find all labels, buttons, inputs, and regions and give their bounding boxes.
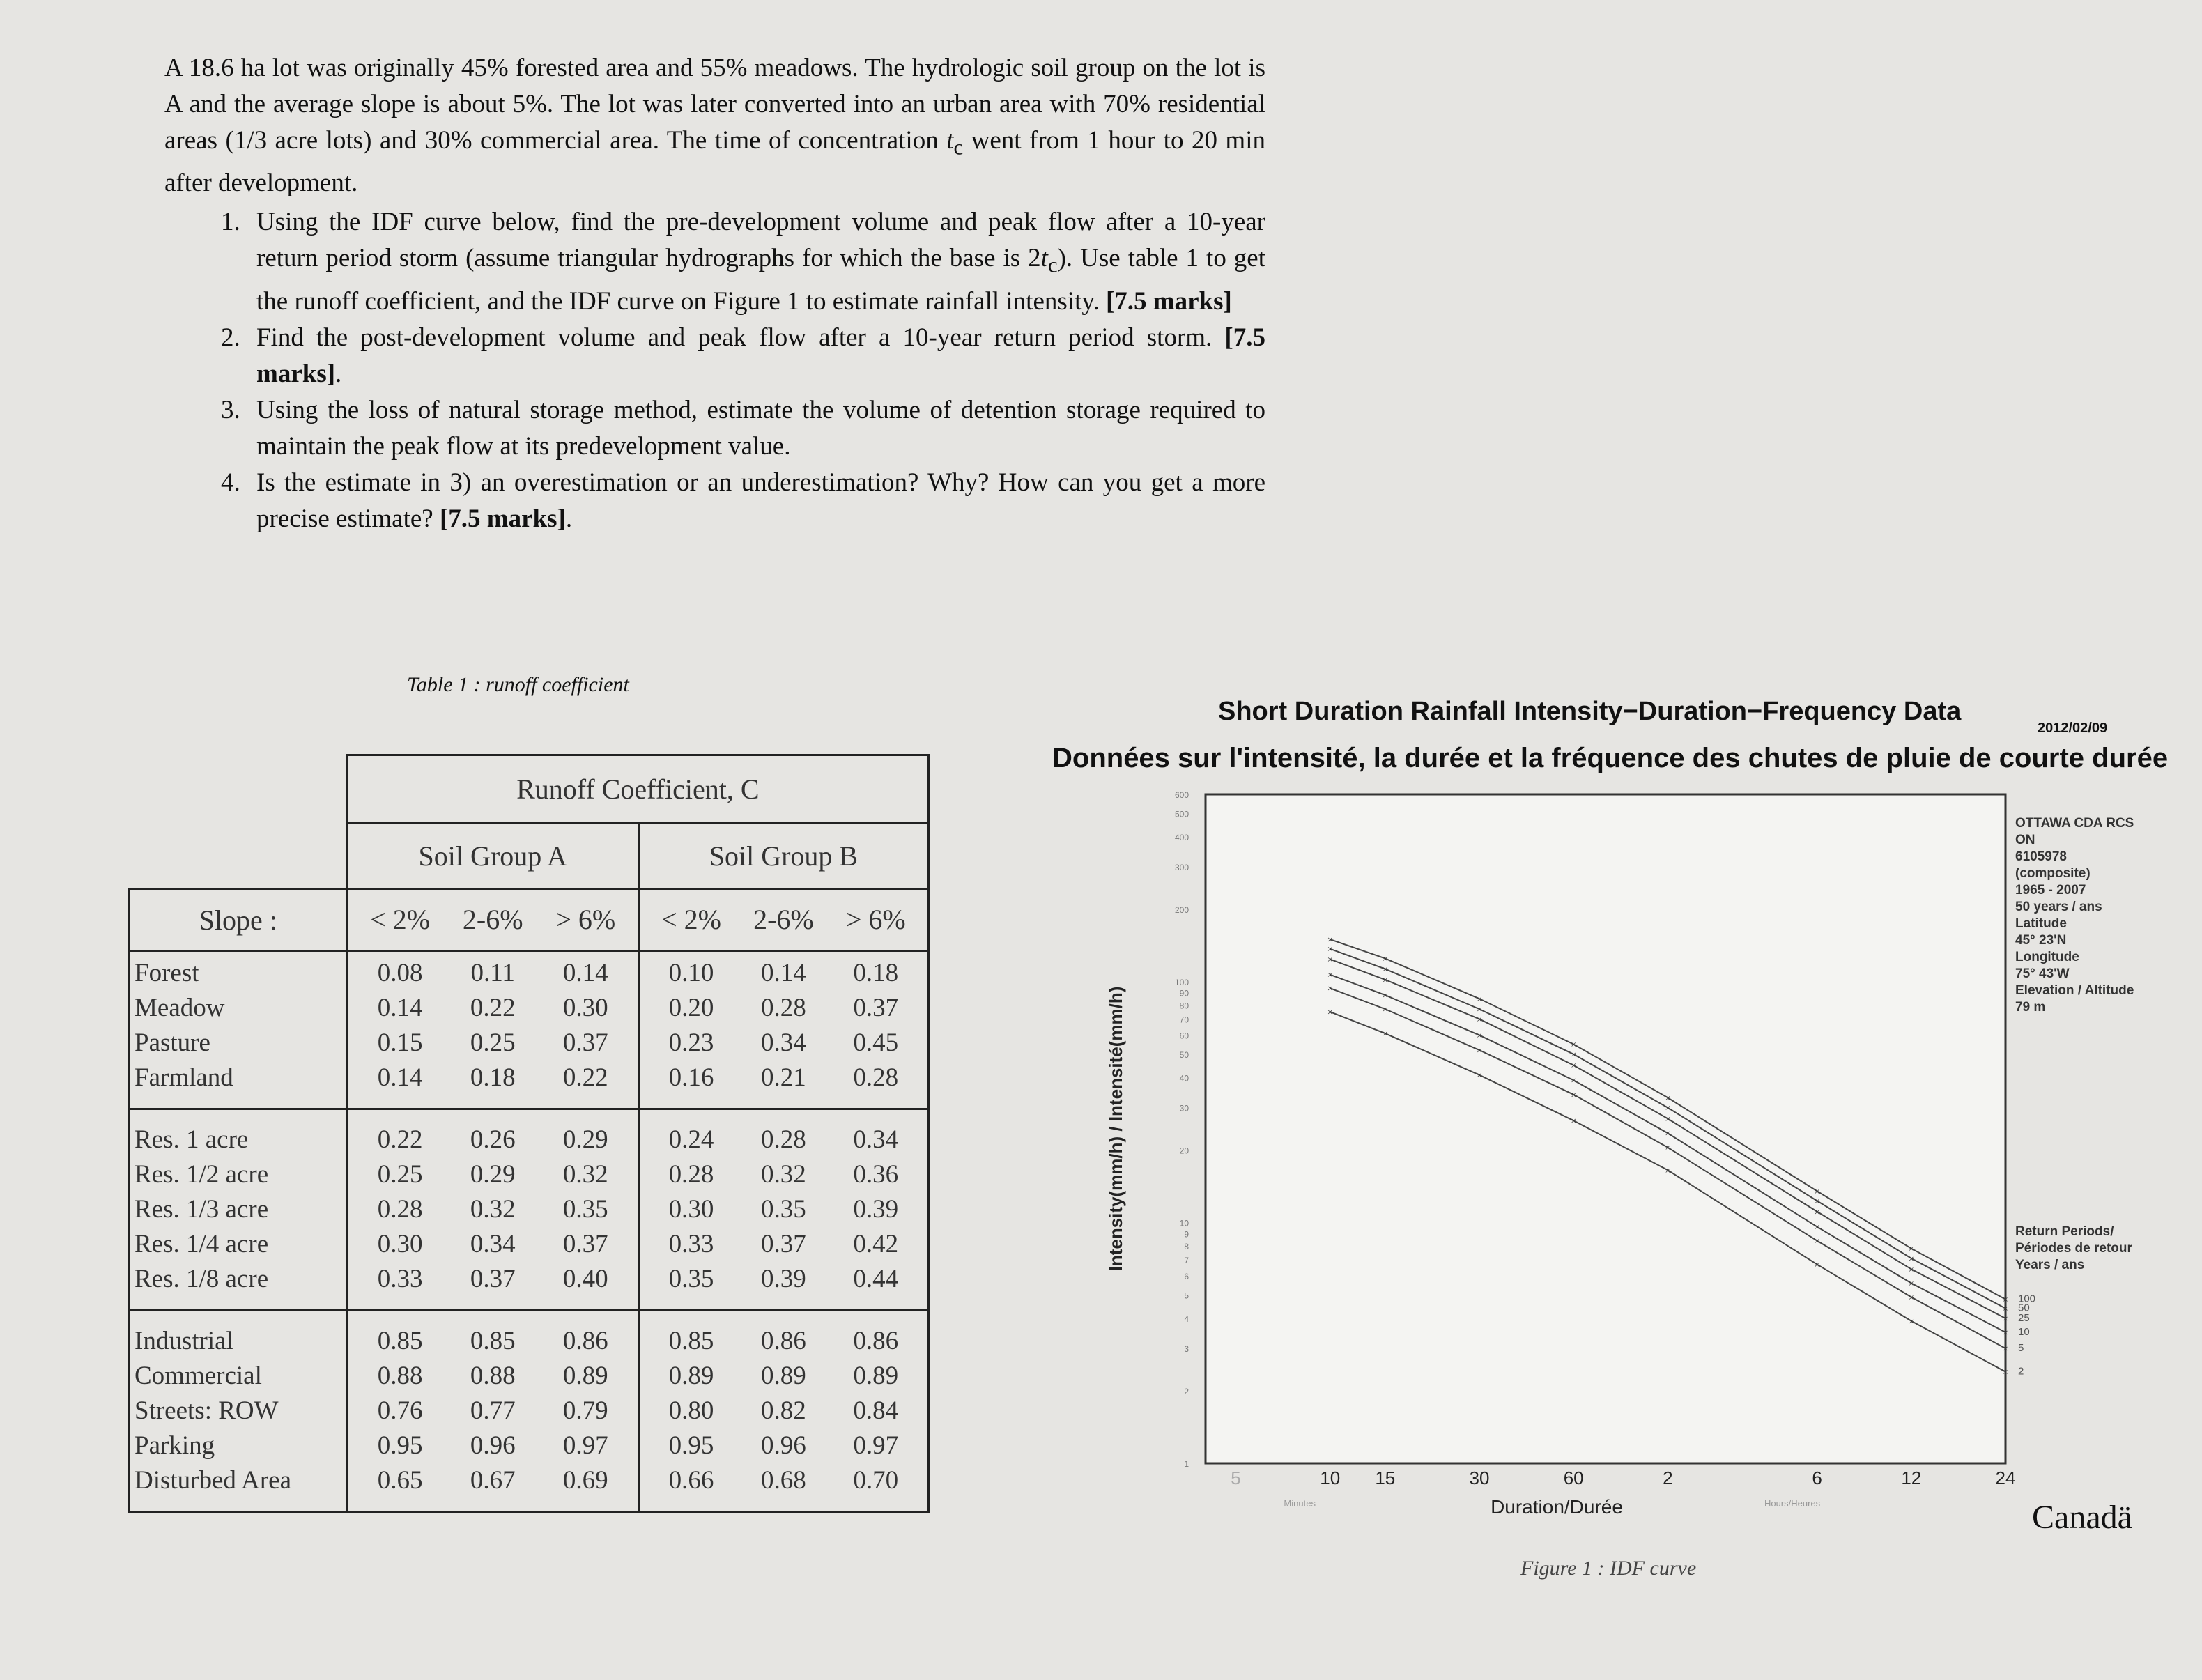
coefficient-value: 0.88 bbox=[377, 1362, 423, 1390]
coefficient-value: 0.35 bbox=[668, 1265, 714, 1293]
coefficient-value: 0.29 bbox=[562, 1125, 608, 1154]
y-tick-label: 10 bbox=[1179, 1218, 1189, 1228]
land-use-label: Commercial bbox=[134, 1362, 262, 1390]
coefficient-value: 0.30 bbox=[668, 1195, 714, 1224]
series-label: 2 bbox=[2018, 1365, 2024, 1378]
land-use-names bbox=[130, 1311, 348, 1512]
canada-wordmark: Canadä bbox=[2032, 1499, 2132, 1536]
coefficient-value: 0.79 bbox=[562, 1396, 608, 1425]
y-tick-label: 500 bbox=[1174, 809, 1189, 819]
coefficient-value: 0.28 bbox=[668, 1160, 714, 1189]
data-point: × bbox=[1382, 964, 1388, 976]
y-tick-label: 100 bbox=[1174, 977, 1189, 987]
coefficient-value: 0.30 bbox=[377, 1230, 423, 1258]
coefficient-value: 0.28 bbox=[761, 1125, 806, 1154]
coefficient-value: 0.25 bbox=[377, 1160, 423, 1189]
series-label: 25 bbox=[2018, 1311, 2030, 1324]
coefficient-row-a bbox=[353, 1324, 633, 1359]
data-point: × bbox=[1908, 1279, 1914, 1290]
data-point: × bbox=[1665, 1093, 1671, 1104]
coefficient-row-b bbox=[644, 1123, 923, 1157]
group-b-values bbox=[638, 1311, 928, 1512]
coefficient-value: 0.42 bbox=[853, 1230, 899, 1258]
return-period-legend-title: Return Periods/ Périodes de retour Years / ans bbox=[2015, 1224, 2132, 1272]
coefficient-value: 0.37 bbox=[470, 1265, 516, 1293]
data-point: × bbox=[2003, 1367, 2008, 1378]
y-tick-label: 1 bbox=[1184, 1459, 1189, 1469]
x-tick-label: 24 bbox=[1995, 1467, 2016, 1488]
coefficient-value: 0.86 bbox=[853, 1327, 899, 1355]
coefficient-value: 0.76 bbox=[377, 1396, 423, 1425]
land-use-label: Streets: ROW bbox=[134, 1396, 279, 1425]
series-label: 10 bbox=[2018, 1325, 2030, 1338]
land-use-label: Res. 1/2 acre bbox=[134, 1160, 269, 1189]
y-tick-label: 6 bbox=[1184, 1272, 1189, 1282]
coefficient-row-b bbox=[644, 1359, 923, 1394]
table-group bbox=[130, 1311, 929, 1512]
coefficient-row-b bbox=[644, 956, 923, 991]
land-use-label: Res. 1 acre bbox=[134, 1125, 249, 1154]
coefficient-value: 0.82 bbox=[761, 1396, 806, 1425]
coefficient-value: 0.18 bbox=[470, 1063, 516, 1092]
coefficient-value: 0.89 bbox=[668, 1362, 714, 1390]
x-tick-label: 60 bbox=[1563, 1467, 1584, 1488]
land-use-label: Res. 1/8 acre bbox=[134, 1265, 269, 1293]
coefficient-value: 0.67 bbox=[470, 1466, 516, 1495]
coefficient-value: 0.89 bbox=[562, 1362, 608, 1390]
soil-group-a-header: Soil Group A bbox=[347, 823, 638, 889]
coefficient-row-a bbox=[353, 1123, 633, 1157]
land-use-names bbox=[130, 1109, 348, 1311]
question-list bbox=[164, 204, 1265, 537]
land-use-label: Meadow bbox=[134, 994, 225, 1022]
y-tick-label: 30 bbox=[1179, 1103, 1189, 1113]
coefficient-value: 0.33 bbox=[377, 1265, 423, 1293]
x-tick-label: 6 bbox=[1812, 1467, 1822, 1488]
table-title: Runoff Coefficient, C bbox=[347, 755, 928, 823]
chart-date: 2012/02/09 bbox=[2038, 720, 2108, 736]
coefficient-row-b bbox=[644, 1227, 923, 1262]
coefficient-value: 0.39 bbox=[761, 1265, 806, 1293]
land-use-label: Disturbed Area bbox=[134, 1466, 292, 1495]
coefficient-value: 0.89 bbox=[761, 1362, 806, 1390]
coefficient-value: 0.96 bbox=[761, 1431, 806, 1460]
idf-chart bbox=[1087, 780, 2174, 1540]
coefficient-value: 0.35 bbox=[562, 1195, 608, 1224]
data-point: × bbox=[1665, 1103, 1671, 1114]
data-point: × bbox=[1665, 1166, 1671, 1177]
coefficient-value: 0.32 bbox=[562, 1160, 608, 1189]
coefficient-value: 0.14 bbox=[761, 959, 806, 987]
data-point: × bbox=[1327, 944, 1333, 955]
data-point: × bbox=[1814, 1236, 1820, 1247]
data-point: × bbox=[1327, 935, 1333, 946]
group-a-values bbox=[347, 1109, 638, 1311]
data-point: × bbox=[1571, 1090, 1577, 1101]
coefficient-value: 0.85 bbox=[470, 1327, 516, 1355]
coefficient-value: 0.35 bbox=[761, 1195, 806, 1224]
coefficient-row-a bbox=[353, 1262, 633, 1297]
coefficient-value: 0.22 bbox=[377, 1125, 423, 1154]
y-tick-label: 9 bbox=[1184, 1229, 1189, 1240]
data-point: × bbox=[1327, 955, 1333, 966]
y-tick-label: 80 bbox=[1179, 1001, 1189, 1011]
data-point: × bbox=[1665, 1143, 1671, 1154]
y-axis-label: Intensity(mm/h) / Intensité(mm/h) bbox=[1105, 986, 1126, 1272]
coefficient-value: 0.97 bbox=[562, 1431, 608, 1460]
data-point: × bbox=[2003, 1327, 2008, 1339]
data-point: × bbox=[1908, 1254, 1914, 1265]
coefficient-value: 0.37 bbox=[853, 994, 899, 1022]
coefficient-value: 0.28 bbox=[853, 1063, 899, 1092]
coefficient-value: 0.34 bbox=[470, 1230, 516, 1258]
slopes-a: < 2% 2-6% > 6% bbox=[347, 889, 638, 951]
data-point: × bbox=[1477, 1046, 1482, 1057]
figure-caption: Figure 1 : IDF curve bbox=[1520, 1557, 1697, 1580]
coefficient-value: 0.34 bbox=[853, 1125, 899, 1154]
coefficient-value: 0.26 bbox=[470, 1125, 516, 1154]
x-tick-label: 12 bbox=[1901, 1467, 1922, 1488]
coefficient-value: 0.14 bbox=[377, 1063, 423, 1092]
y-tick-label: 2 bbox=[1184, 1386, 1189, 1396]
data-point: × bbox=[1477, 1031, 1482, 1042]
chart-title-en: Short Duration Rainfall Intensity−Duration−Frequency Data bbox=[1218, 697, 1962, 726]
x-tick-label: 30 bbox=[1469, 1467, 1490, 1488]
coefficient-row-a bbox=[353, 1157, 633, 1192]
coefficient-value: 0.23 bbox=[668, 1028, 714, 1057]
coefficient-value: 0.15 bbox=[377, 1028, 423, 1057]
coefficient-row-a bbox=[353, 1227, 633, 1262]
coefficient-value: 0.22 bbox=[562, 1063, 608, 1092]
coefficient-row-a bbox=[353, 1394, 633, 1428]
coefficient-value: 0.32 bbox=[761, 1160, 806, 1189]
coefficient-value: 0.21 bbox=[761, 1063, 806, 1092]
problem-intro: A 18.6 ha lot was originally 45% forested area and 55% meadows. The hydrologic soil group on the lot is A and the average slope is about 5%. The lot was later converted into an urban area with 70% residential areas (1/3 acre lots) and 30% commercial area. The time of concentration $t_c$ went from 1 hour to 20 min after development. bbox=[164, 54, 1265, 198]
coefficient-value: 0.95 bbox=[377, 1431, 423, 1460]
group-b-values bbox=[638, 1109, 928, 1311]
data-point: × bbox=[1477, 1005, 1482, 1016]
data-point: × bbox=[1327, 970, 1333, 981]
land-use-label: Pasture bbox=[134, 1028, 210, 1057]
coefficient-value: 0.40 bbox=[562, 1265, 608, 1293]
data-point: × bbox=[1382, 954, 1388, 965]
data-point: × bbox=[1327, 1008, 1333, 1019]
group-a-values bbox=[347, 1311, 638, 1512]
series-label: 50 bbox=[2018, 1302, 2030, 1314]
slope-label: Slope : bbox=[130, 889, 348, 951]
coefficient-value: 0.32 bbox=[470, 1195, 516, 1224]
land-use-names bbox=[130, 951, 348, 1109]
coefficient-row-b bbox=[644, 1324, 923, 1359]
x-tick-label: 2 bbox=[1663, 1467, 1673, 1488]
coefficient-row-b bbox=[644, 1262, 923, 1297]
data-point: × bbox=[1571, 1040, 1577, 1051]
coefficient-row-b bbox=[644, 1463, 923, 1498]
coefficient-row-b bbox=[644, 1157, 923, 1192]
plot-frame bbox=[1206, 794, 2005, 1463]
table-group bbox=[130, 1109, 929, 1311]
coefficient-row-a bbox=[353, 1026, 633, 1061]
coefficient-value: 0.37 bbox=[761, 1230, 806, 1258]
data-point: × bbox=[1477, 1070, 1482, 1081]
data-point: × bbox=[1382, 1029, 1388, 1040]
coefficient-value: 0.37 bbox=[562, 1230, 608, 1258]
y-tick-label: 3 bbox=[1184, 1344, 1189, 1355]
data-point: × bbox=[2003, 1304, 2008, 1315]
x-tick-label: 10 bbox=[1320, 1467, 1341, 1488]
coefficient-value: 0.44 bbox=[853, 1265, 899, 1293]
coefficient-value: 0.65 bbox=[377, 1466, 423, 1495]
land-use-label: Parking bbox=[134, 1431, 215, 1460]
data-point: × bbox=[1382, 991, 1388, 1002]
coefficient-row-b bbox=[644, 1394, 923, 1428]
coefficient-value: 0.77 bbox=[470, 1396, 516, 1425]
table-caption: Table 1 : runoff coefficient bbox=[407, 673, 629, 696]
y-tick-label: 60 bbox=[1179, 1031, 1189, 1041]
coefficient-value: 0.95 bbox=[668, 1431, 714, 1460]
data-point: × bbox=[2003, 1313, 2008, 1325]
land-use-label: Res. 1/3 acre bbox=[134, 1195, 269, 1224]
coefficient-value: 0.89 bbox=[853, 1362, 899, 1390]
data-point: × bbox=[1571, 1061, 1577, 1072]
station-info: OTTAWA CDA RCS ON 6105978 (composite) 1965 - 2007 50 years / ans Latitude 45° 23'N Longitude 75° 43'W Elevation / Altitude 79 m bbox=[2015, 816, 2134, 1015]
coefficient-value: 0.86 bbox=[761, 1327, 806, 1355]
problem-statement bbox=[164, 50, 1265, 537]
y-tick-label: 4 bbox=[1184, 1313, 1189, 1324]
coefficient-row-a bbox=[353, 1192, 633, 1227]
data-point: × bbox=[1382, 1005, 1388, 1016]
data-point: × bbox=[1908, 1244, 1914, 1255]
table-group bbox=[130, 951, 929, 1109]
land-use-label: Farmland bbox=[134, 1063, 233, 1092]
data-point: × bbox=[1382, 975, 1388, 986]
data-point: × bbox=[1571, 1116, 1577, 1127]
data-point: × bbox=[1814, 1222, 1820, 1233]
coefficient-value: 0.34 bbox=[761, 1028, 806, 1057]
coefficient-value: 0.16 bbox=[668, 1063, 714, 1092]
coefficient-value: 0.66 bbox=[668, 1466, 714, 1495]
data-point: × bbox=[1327, 984, 1333, 995]
coefficient-value: 0.33 bbox=[668, 1230, 714, 1258]
coefficient-row-b bbox=[644, 1026, 923, 1061]
slopes-b: < 2% 2-6% > 6% bbox=[638, 889, 928, 951]
y-tick-label: 300 bbox=[1174, 863, 1189, 873]
x-axis-label: Duration/Durée bbox=[1491, 1496, 1623, 1518]
coefficient-row-b bbox=[644, 1192, 923, 1227]
y-tick-label: 7 bbox=[1184, 1255, 1189, 1265]
coefficient-value: 0.97 bbox=[853, 1431, 899, 1460]
coefficient-row-a bbox=[353, 1061, 633, 1095]
coefficient-value: 0.39 bbox=[853, 1195, 899, 1224]
coefficient-row-a bbox=[353, 1359, 633, 1394]
coefficient-value: 0.37 bbox=[562, 1028, 608, 1057]
coefficient-value: 0.14 bbox=[377, 994, 423, 1022]
x-tick-label: 5 bbox=[1231, 1467, 1241, 1488]
coefficient-value: 0.85 bbox=[377, 1327, 423, 1355]
series-label: 5 bbox=[2018, 1342, 2024, 1355]
data-point: × bbox=[1908, 1316, 1914, 1327]
coefficient-value: 0.86 bbox=[562, 1327, 608, 1355]
coefficient-value: 0.85 bbox=[668, 1327, 714, 1355]
soil-group-b-header: Soil Group B bbox=[638, 823, 928, 889]
question-2: 2. Find the post-development volume and peak flow after a 10-year return period storm. [7.5 marks]. bbox=[247, 320, 1265, 392]
coefficient-row-a bbox=[353, 956, 633, 991]
coefficient-value: 0.80 bbox=[668, 1396, 714, 1425]
coefficient-value: 0.88 bbox=[470, 1362, 516, 1390]
hours-label: Hours/Heures bbox=[1764, 1498, 1821, 1509]
coefficient-value: 0.20 bbox=[668, 994, 714, 1022]
coefficient-value: 0.45 bbox=[853, 1028, 899, 1057]
data-point: × bbox=[1814, 1187, 1820, 1198]
data-point: × bbox=[1477, 1015, 1482, 1026]
data-point: × bbox=[1814, 1196, 1820, 1208]
coefficient-row-b bbox=[644, 991, 923, 1026]
runoff-table-wrapper bbox=[128, 754, 930, 1513]
coefficient-value: 0.25 bbox=[470, 1028, 516, 1057]
coefficient-value: 0.10 bbox=[668, 959, 714, 987]
coefficient-value: 0.36 bbox=[853, 1160, 899, 1189]
land-use-label: Forest bbox=[134, 959, 199, 987]
series-label: 100 bbox=[2018, 1293, 2036, 1305]
data-point: × bbox=[2003, 1295, 2008, 1306]
data-point: × bbox=[1665, 1129, 1671, 1140]
data-point: × bbox=[1908, 1293, 1914, 1304]
coefficient-row-a bbox=[353, 1428, 633, 1463]
coefficient-value: 0.18 bbox=[853, 959, 899, 987]
coefficient-value: 0.69 bbox=[562, 1466, 608, 1495]
coefficient-value: 0.24 bbox=[668, 1125, 714, 1154]
y-tick-label: 200 bbox=[1174, 904, 1189, 915]
question-4: 4. Is the estimate in 3) an overestimation or an underestimation? Why? How can you get a more precise estimate? [7.5 marks]. bbox=[247, 465, 1265, 537]
data-point: × bbox=[1477, 994, 1482, 1005]
y-tick-label: 20 bbox=[1179, 1146, 1189, 1156]
data-point: × bbox=[1814, 1260, 1820, 1271]
question-3: 3. Using the loss of natural storage method, estimate the volume of detention storage required to maintain the peak flow at its predevelopment value. bbox=[247, 392, 1265, 465]
y-tick-label: 8 bbox=[1184, 1241, 1189, 1251]
coefficient-row-b bbox=[644, 1061, 923, 1095]
coefficient-value: 0.08 bbox=[377, 959, 423, 987]
minutes-label: Minutes bbox=[1284, 1498, 1316, 1509]
y-tick-label: 70 bbox=[1179, 1015, 1189, 1025]
coefficient-value: 0.96 bbox=[470, 1431, 516, 1460]
coefficient-row-b bbox=[644, 1428, 923, 1463]
x-tick-label: 15 bbox=[1375, 1467, 1396, 1488]
data-point: × bbox=[1665, 1114, 1671, 1125]
question-1: 1. Using the IDF curve below, find the pre-development volume and peak flow after a 10-year return period storm (assume triangular hydrographs for which the base is $2t_c$). Use table 1 to get the runoff coefficient, and the IDF curve on Figure 1 to estimate rainfall intensity. [7.5 marks] bbox=[247, 204, 1265, 319]
coefficient-value: 0.11 bbox=[470, 959, 515, 987]
coefficient-value: 0.28 bbox=[377, 1195, 423, 1224]
y-tick-label: 40 bbox=[1179, 1073, 1189, 1084]
y-tick-label: 50 bbox=[1179, 1049, 1189, 1060]
coefficient-value: 0.30 bbox=[562, 994, 608, 1022]
coefficient-value: 0.68 bbox=[761, 1466, 806, 1495]
coefficient-value: 0.22 bbox=[470, 994, 516, 1022]
land-use-label: Industrial bbox=[134, 1327, 233, 1355]
coefficient-row-a bbox=[353, 991, 633, 1026]
coefficient-value: 0.70 bbox=[853, 1466, 899, 1495]
group-b-values bbox=[638, 951, 928, 1109]
y-tick-label: 400 bbox=[1174, 832, 1189, 842]
data-point: × bbox=[1814, 1207, 1820, 1218]
data-point: × bbox=[1908, 1265, 1914, 1276]
slope-row bbox=[130, 889, 929, 951]
data-point: × bbox=[1571, 1076, 1577, 1087]
runoff-coefficient-table bbox=[128, 754, 930, 1513]
y-tick-label: 600 bbox=[1174, 790, 1189, 800]
y-tick-label: 90 bbox=[1179, 988, 1189, 999]
chart-title-fr: Données sur l'intensité, la durée et la fréquence des chutes de pluie de courte durée bbox=[1052, 743, 2169, 773]
coefficient-value: 0.84 bbox=[853, 1396, 899, 1425]
y-tick-label: 5 bbox=[1184, 1290, 1189, 1301]
coefficient-value: 0.29 bbox=[470, 1160, 516, 1189]
data-point: × bbox=[1571, 1049, 1577, 1061]
coefficient-value: 0.28 bbox=[761, 994, 806, 1022]
coefficient-row-a bbox=[353, 1463, 633, 1498]
group-a-values bbox=[347, 951, 638, 1109]
land-use-label: Res. 1/4 acre bbox=[134, 1230, 269, 1258]
data-point: × bbox=[2003, 1344, 2008, 1355]
coefficient-value: 0.14 bbox=[562, 959, 608, 987]
